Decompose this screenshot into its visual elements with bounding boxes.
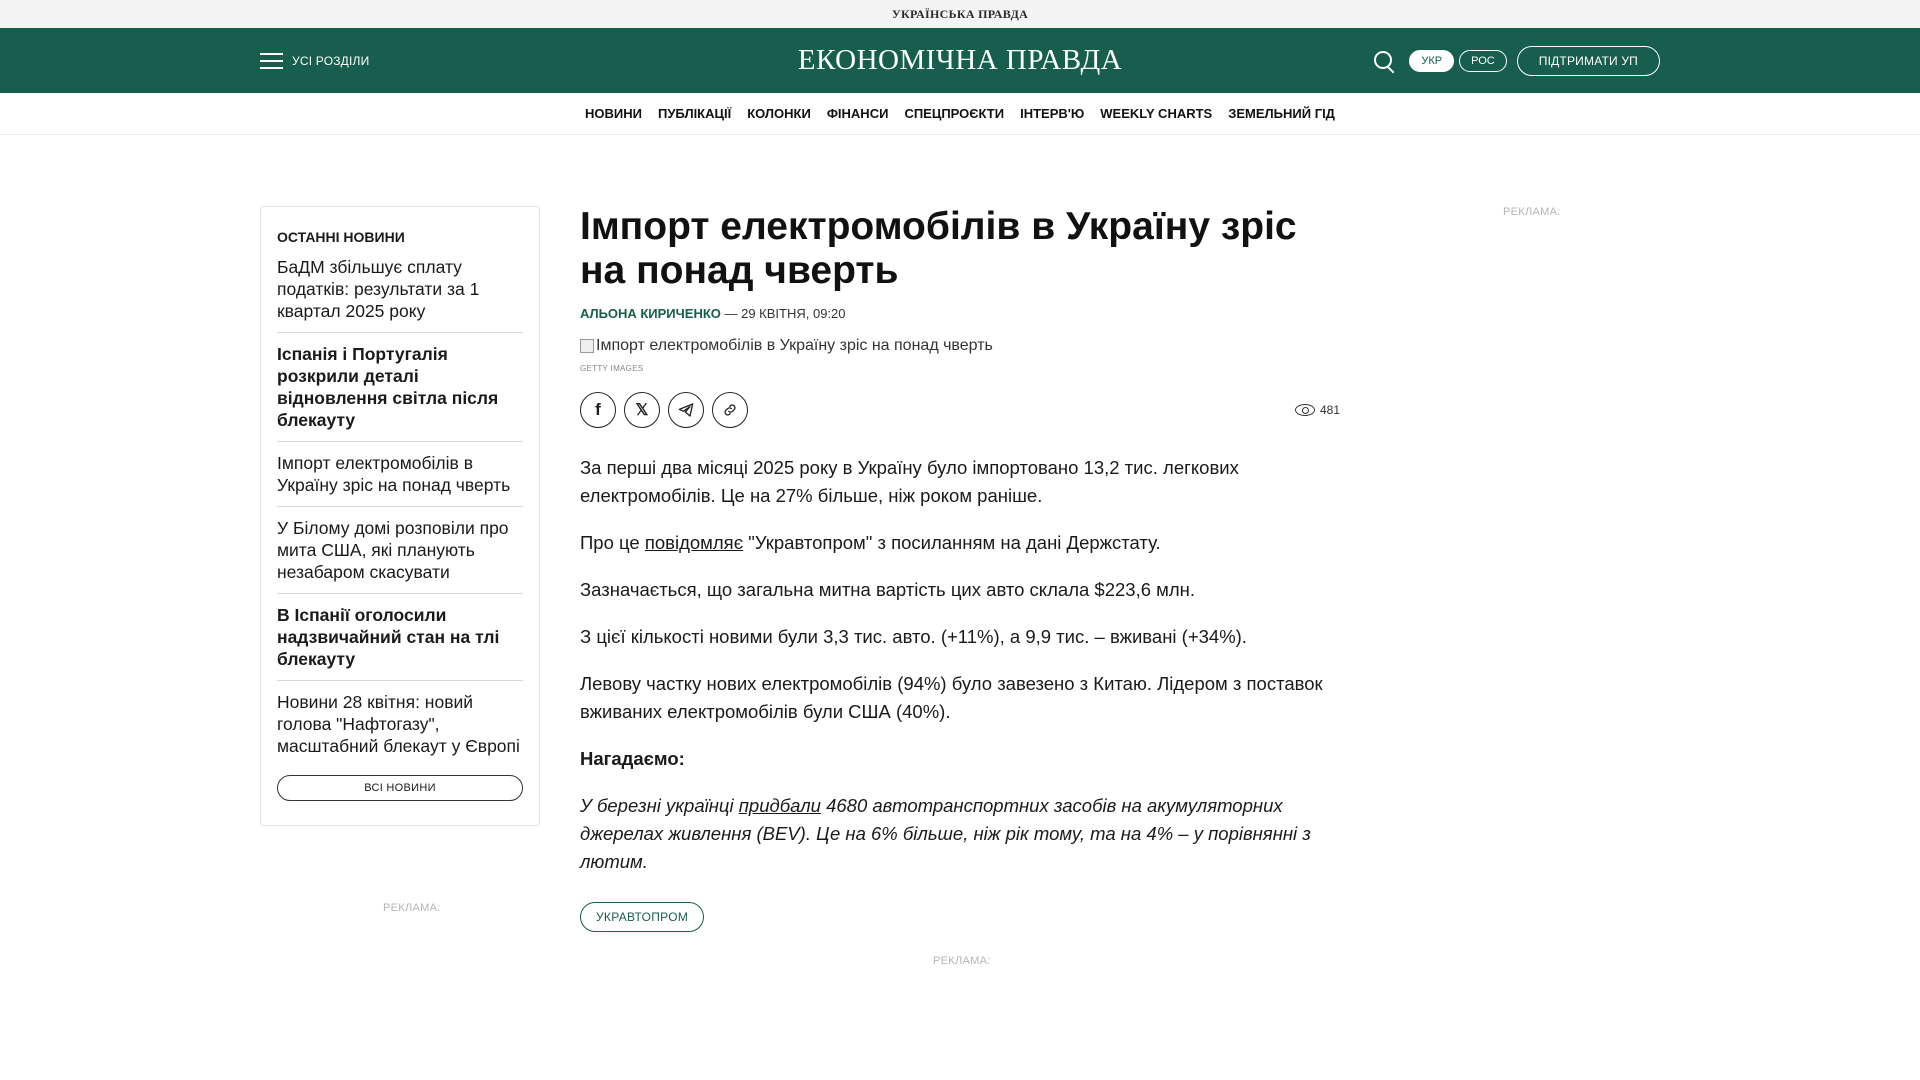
- article-date: — 29 КВІТНЯ, 09:20: [720, 306, 846, 321]
- facebook-icon[interactable]: f: [580, 392, 616, 428]
- paragraph: У березні українці придбали 4680 автотранспортних засобів на акумуляторних джерелах живлення (BEV). Це на 6% більше, ніж рік тому, та на 4% – у порівнянні з лютим.: [580, 795, 1311, 872]
- nav-item-publications[interactable]: ПУБЛІКАЦІЇ: [658, 106, 732, 121]
- paragraph: Про це повідомляє "Укравтопром" з посиланням на дані Держстату.: [580, 532, 1161, 553]
- nav-item-special-projects[interactable]: СПЕЦПРОЄКТИ: [904, 106, 1005, 121]
- article: [580, 205, 1340, 932]
- support-button[interactable]: ПІДТРИМАТИ УП: [1517, 46, 1660, 76]
- news-item[interactable]: В Іспанії оголосили надзвичайний стан на тлі блекауту: [277, 594, 523, 681]
- article-body: [580, 454, 1340, 876]
- ukrainska-pravda-logo[interactable]: УКРАЇНСЬКА ПРАВДА: [891, 6, 1029, 21]
- latest-news-sidebar: [260, 206, 540, 826]
- telegram-icon[interactable]: [668, 392, 704, 428]
- paragraph: За перші два місяці 2025 року в Україну було імпортовано 13,2 тис. легкових електромобілів. Це на 27% більше, ніж роком раніше.: [580, 457, 1239, 506]
- main-nav: [0, 93, 1920, 135]
- broken-image-icon: [580, 339, 594, 353]
- nav-item-news[interactable]: НОВИНИ: [585, 106, 642, 121]
- lang-ros-button[interactable]: РОС: [1459, 50, 1507, 72]
- nav-item-columns[interactable]: КОЛОНКИ: [747, 106, 811, 121]
- all-sections-button[interactable]: [260, 28, 369, 93]
- tag-ukravtoprom[interactable]: УКРАВТОПРОМ: [580, 902, 704, 932]
- lang-ukr-button[interactable]: УКР: [1409, 50, 1454, 72]
- site-header: [0, 28, 1920, 93]
- share-row: [580, 392, 1340, 428]
- header-actions: [1371, 28, 1660, 93]
- ad-label-left: РЕКЛАМА:: [383, 902, 441, 914]
- views-count: 481: [1319, 403, 1340, 417]
- source-link[interactable]: повідомляє: [644, 532, 744, 553]
- nav-item-weekly-charts[interactable]: WEEKLY CHARTS: [1100, 106, 1213, 121]
- image-credit: GETTY IMAGES: [580, 364, 644, 373]
- author-link[interactable]: АЛЬОНА КИРИЧЕНКО: [580, 306, 721, 321]
- main-content: [0, 135, 1920, 1080]
- hamburger-icon: [260, 53, 283, 69]
- news-item[interactable]: У Білому домі розповіли про мита США, які планують незабаром скасувати: [277, 507, 523, 594]
- ad-label-right: РЕКЛАМА:: [1503, 206, 1561, 218]
- views-counter: [1295, 392, 1340, 428]
- news-item[interactable]: БаДМ збільшує сплату податків: результати за 1 квартал 2025 року: [277, 256, 523, 333]
- reminder-heading: Нагадаємо:: [580, 748, 685, 769]
- link-icon[interactable]: [712, 392, 748, 428]
- news-item[interactable]: Імпорт електромобілів в Україну зріс на понад чверть: [277, 442, 523, 507]
- related-link[interactable]: придбали: [738, 795, 821, 816]
- paragraph: Зазначається, що загальна митна вартість цих авто склала $223,6 млн.: [580, 579, 1196, 600]
- nav-item-land-guide[interactable]: ЗЕМЕЛЬНИЙ ГІД: [1228, 106, 1335, 121]
- ad-label-bottom: РЕКЛАМА:: [933, 955, 991, 967]
- x-icon[interactable]: 𝕏: [624, 392, 660, 428]
- site-logo[interactable]: ЕКОНОМІЧНА ПРАВДА: [797, 44, 1123, 76]
- article-title: Імпорт електромобілів в Україну зріс на понад чверть: [580, 205, 1297, 292]
- nav-item-finance[interactable]: ФІНАНСИ: [826, 106, 889, 121]
- search-icon[interactable]: [1371, 48, 1397, 74]
- latest-news-title: ОСТАННІ НОВИНИ: [277, 229, 405, 245]
- paragraph: З цієї кількості новими були 3,3 тис. авто. (+11%), а 9,9 тис. – вживані (+34%).: [580, 626, 1247, 647]
- news-item[interactable]: Іспанія і Португалія розкрили деталі відновлення світла після блекауту: [277, 333, 523, 442]
- nav-item-interview[interactable]: ІНТЕРВ'Ю: [1020, 106, 1085, 121]
- top-bar: [0, 0, 1920, 28]
- news-item[interactable]: Новини 28 квітня: новий голова "Нафтогазу", масштабний блекаут у Європі: [277, 692, 520, 756]
- article-meta: [580, 306, 1340, 321]
- all-sections-label: УСІ РОЗДІЛИ: [292, 53, 370, 68]
- article-image-alt: Імпорт електромобілів в Україну зріс на понад чверть: [596, 337, 993, 354]
- eye-icon: [1295, 404, 1315, 416]
- paragraph: Левову частку нових електромобілів (94%) було завезено з Китаю. Лідером з поставок вживаних електромобілів були США (40%).: [580, 673, 1323, 722]
- article-image: [580, 337, 1340, 355]
- all-news-button[interactable]: ВСІ НОВИНИ: [277, 775, 523, 801]
